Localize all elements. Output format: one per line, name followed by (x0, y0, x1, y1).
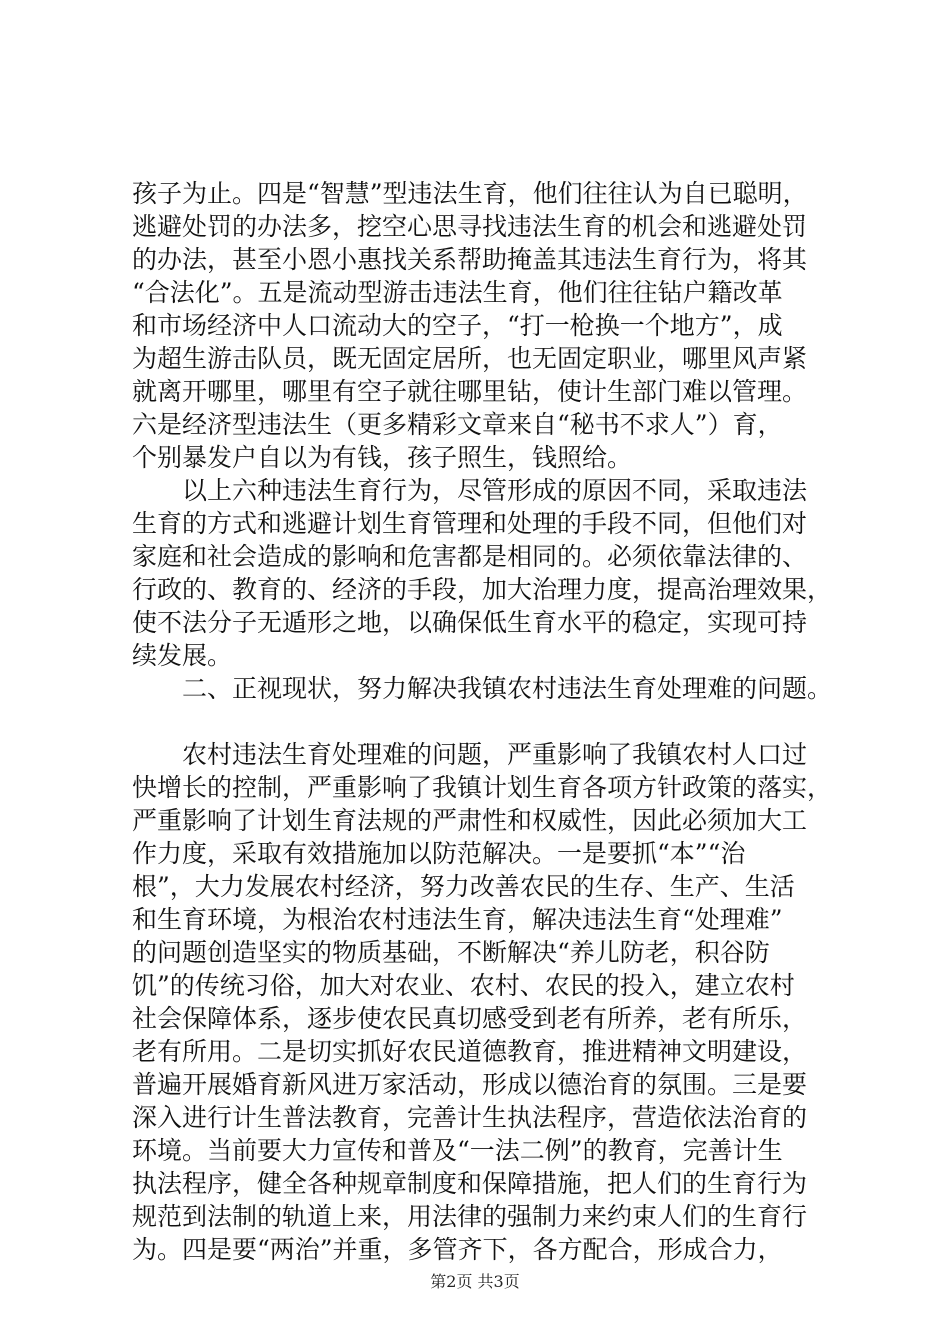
text-line: 社会保障体系，逐步使农民真切感受到老有所养，老有所乐， (132, 1004, 808, 1033)
text-line: “合法化”。五是流动型游击违法生育，他们往往钻户籍改革 (132, 278, 783, 307)
text-line: 家庭和社会造成的影响和危害都是相同的。必须依靠法律的、 (132, 542, 808, 571)
text-line: 生育的方式和逃避计划生育管理和处理的手段不同，但他们对 (132, 509, 808, 538)
text-line: 规范到法制的轨道上来，用法律的强制力来约束人们的生育行 (132, 1202, 808, 1231)
text-line: 老有所用。二是切实抓好农民道德教育，推进精神文明建设， (132, 1037, 808, 1066)
text-line: 饥”的传统习俗，加大对农业、农村、农民的投入，建立农村 (132, 971, 795, 1000)
text-line: 为超生游击队员，既无固定居所，也无固定职业，哪里风声紧 (132, 344, 808, 373)
text-line: 使不法分子无遁形之地，以确保低生育水平的稳定，实现可持 (132, 608, 808, 637)
paragraph-first-line: 以上六种违法生育行为，尽管形成的原因不同，采取违法 (182, 476, 808, 505)
paragraph-first-line: 农村违法生育处理难的问题，严重影响了我镇农村人口过 (182, 740, 808, 769)
document-body (132, 177, 832, 1266)
text-line: 个别暴发户自以为有钱，孩子照生，钱照给。 (132, 443, 633, 472)
text-line: 的问题创造坚实的物质基础，不断解决“养儿防老，积谷防 (132, 938, 770, 967)
text-line: 的办法，甚至小恩小惠找关系帮助掩盖其违法生育行为，将其 (132, 245, 808, 274)
text-line: 孩子为止。四是“智慧”型违法生育，他们往往认为自已聪明， (132, 179, 808, 208)
text-line: 六是经济型违法生（更多精彩文章来自“秘书不求人”）育， (132, 410, 783, 439)
paragraph-gap (132, 705, 832, 738)
text-line: 和市场经济中人口流动大的空子，“打一枪换一个地方”，成 (132, 311, 783, 340)
text-line: 为。四是要“两治”并重，多管齐下，各方配合，形成合力， (132, 1235, 783, 1264)
text-line: 和生育环境，为根治农村违法生育，解决违法生育“处理难” (132, 905, 783, 934)
text-line: 作力度，采取有效措施加以防范解决。一是要抓“本”“治 (132, 839, 746, 868)
text-line: 行政的、教育的、经济的手段，加大治理力度，提高治理效果， (132, 575, 833, 604)
text-line: 执法程序，健全各种规章制度和保障措施，把人们的生育行为 (132, 1169, 808, 1198)
section-heading: 二、正视现状，努力解决我镇农村违法生育处理难的问题。 (182, 674, 833, 703)
page-number-footer: 第2页 共3页 (430, 1272, 520, 1291)
text-line: 就离开哪里，哪里有空子就往哪里钻，使计生部门难以管理。 (132, 377, 808, 406)
text-line: 快增长的控制，严重影响了我镇计划生育各项方针政策的落实， (132, 773, 833, 802)
text-line: 根”，大力发展农村经济，努力改善农民的生存、生产、生活 (132, 872, 795, 901)
text-line: 严重影响了计划生育法规的严肃性和权威性，因此必须加大工 (132, 806, 808, 835)
text-line: 深入进行计生普法教育，完善计生执法程序，营造依法治育的 (132, 1103, 808, 1132)
text-line: 普遍开展婚育新风进万家活动，形成以德治育的氛围。三是要 (132, 1070, 808, 1099)
text-line: 续发展。 (132, 641, 233, 670)
text-line: 逃避处罚的办法多，挖空心思寻找违法生育的机会和逃避处罚 (132, 212, 808, 241)
text-line: 环境。当前要大力宣传和普及“一法二例”的教育，完善计生 (132, 1136, 783, 1165)
